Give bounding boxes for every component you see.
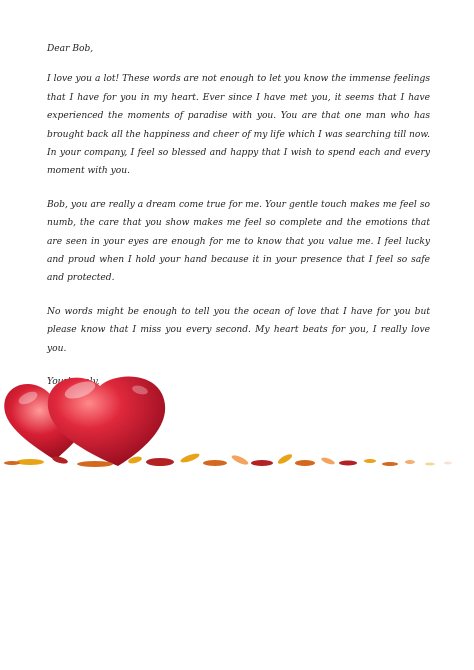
- heart-leaves-illustration: [0, 368, 474, 468]
- paragraph-3: No words might be enough to tell you the ocean of love that I have for you but please know that I miss you every second. My heart beats for you, I really love you.: [47, 306, 430, 354]
- salutation: Dear Bob,: [47, 44, 94, 54]
- paragraph-1: I love you a lot! These words are not enough to let you know the immense feelings that I have for you in my heart. Ever since I have met you, it seems that I have experienced the moments of paradise with you. You are that one man who has brought back all the happiness and cheer of my life which I was searching till now. In your company, I feel so blessed and happy that I wish to spend each and every moment with you.: [47, 74, 430, 177]
- paragraph-2: Bob, you are really a dream come true for me. Your gentle touch makes me feel so numb, the care that you show makes me feel so complete and the emotions that are seen in your eyes are enough for me to know that you value me. I feel lucky and proud when I hold your hand because it in your presence that I feel so safe and protected.: [47, 199, 430, 284]
